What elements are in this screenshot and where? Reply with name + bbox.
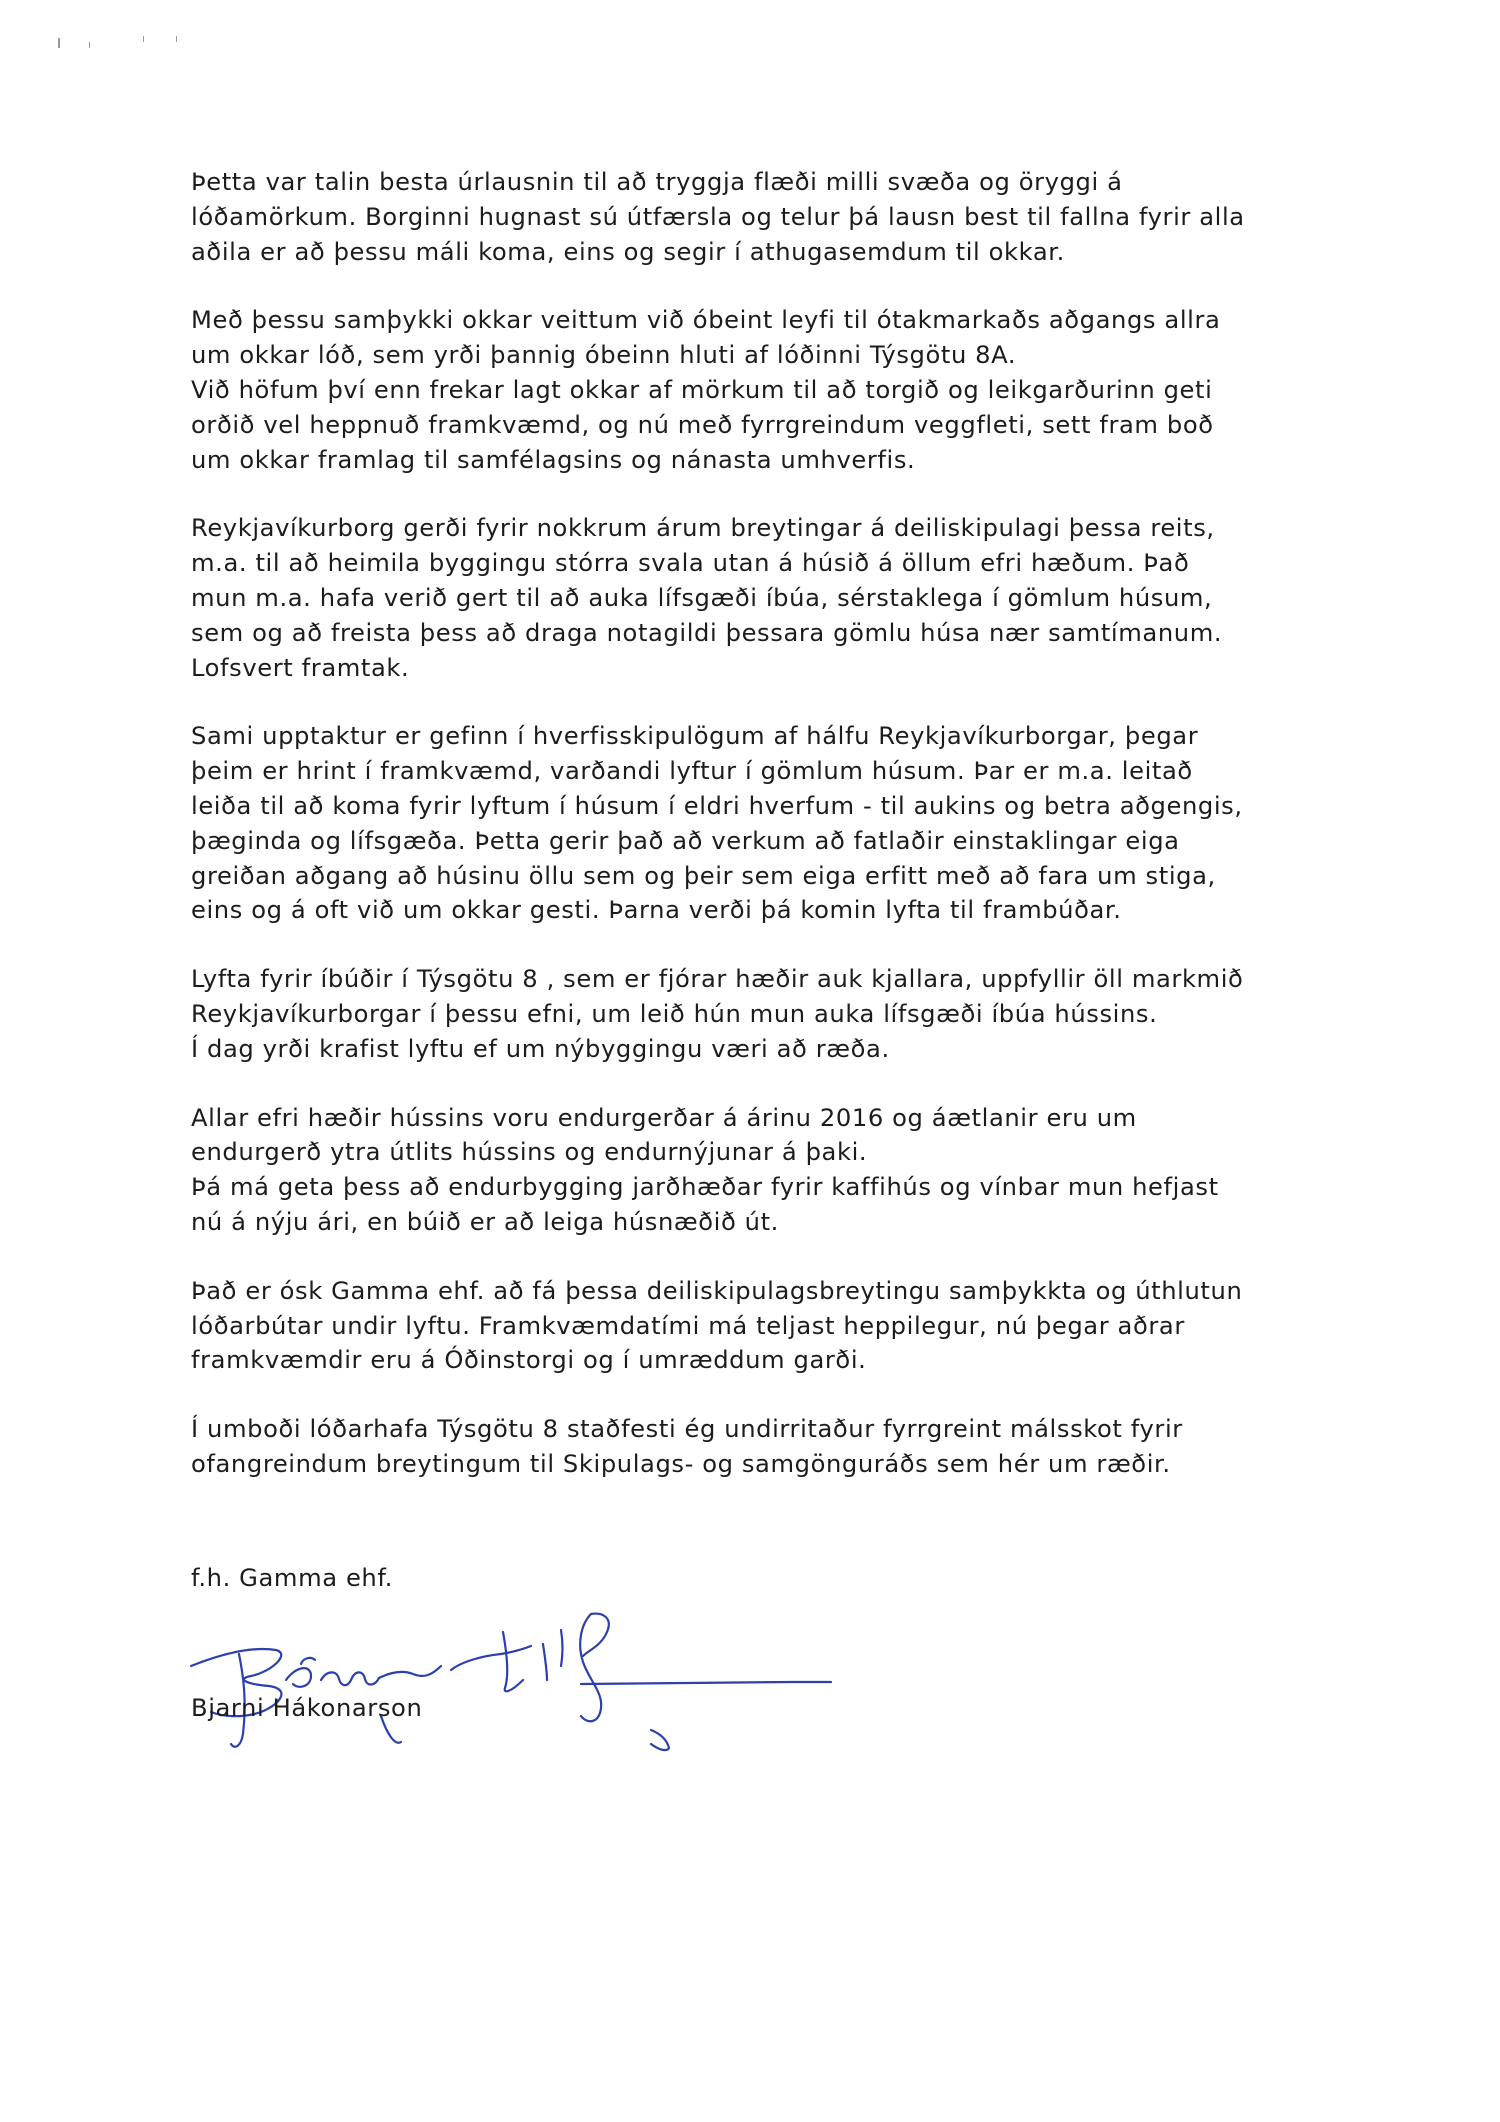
scan-mark: [89, 42, 90, 48]
paragraph: [191, 165, 1339, 269]
paragraph: [191, 511, 1339, 685]
paragraph: [191, 962, 1339, 1066]
text-line: Þetta var talin besta úrlausnin til að tryggja flæði milli svæða og öryggi á: [191, 168, 1123, 196]
text-line: lóðamörkum. Borginni hugnast sú útfærsla og telur þá lausn best til fallna fyrir alla: [191, 202, 1245, 231]
text-line: Allar efri hæðir hússins voru endurgerðar á árinu 2016 og áætlanir eru um: [191, 1103, 1137, 1132]
scan-mark: [143, 36, 144, 42]
text-line: lóðarbútar undir lyftu. Framkvæmdatími má teljast heppilegur, nú þegar aðrar: [191, 1311, 1185, 1340]
text-line: endurgerð ytra útlits hússins og endurnýjunar á þaki.: [191, 1138, 868, 1167]
scan-mark: [176, 36, 177, 42]
signer-name: Bjarni Hákonarson: [191, 1694, 423, 1722]
text-line: aðila er að þessu máli koma, eins og segir í athugasemdum til okkar.: [191, 237, 1065, 266]
text-line: eins og á oft við um okkar gesti. Þarna verði þá komin lyfta til frambúðar.: [191, 896, 1122, 925]
text-line: Reykjavíkurborgar í þessu efni, um leið hún mun auka lífsgæði íbúa hússins.: [191, 999, 1158, 1028]
signature-block: [191, 1564, 891, 1764]
text-line: Þá má geta þess að endurbygging jarðhæðar fyrir kaffihús og vínbar mun hefjast: [191, 1173, 1219, 1202]
text-line: þæginda og lífsgæða. Þetta gerir það að verkum að fatlaðir einstaklingar eiga: [191, 826, 1180, 855]
text-line: orðið vel heppnuð framkvæmd, og nú með fyrrgreindum veggfleti, sett fram boð: [191, 410, 1214, 439]
text-line: Með þessu samþykki okkar veittum við óbeint leyfi til ótakmarkaðs aðgangs allra: [191, 306, 1221, 335]
paragraph: [191, 303, 1339, 477]
signoff-line: f.h. Gamma ehf.: [191, 1564, 394, 1592]
text-line: um okkar framlag til samfélagsins og nánasta umhverfis.: [191, 445, 916, 474]
text-line: m.a. til að heimila byggingu stórra svala utan á húsið á öllum efri hæðum. Það: [191, 549, 1190, 578]
paragraph: [191, 719, 1339, 928]
text-line: þeim er hrint í framkvæmd, varðandi lyftur í gömlum húsum. Þar er m.a. leitað: [191, 757, 1193, 786]
scan-marks: [58, 36, 198, 50]
letter-body: [191, 165, 1339, 1516]
handwritten-signature: [151, 1584, 891, 1754]
text-line: um okkar lóð, sem yrði þannig óbeinn hluti af lóðinni Týsgötu 8A.: [191, 341, 1017, 370]
text-line: Í dag yrði krafist lyftu ef um nýbyggingu væri að ræða.: [191, 1034, 890, 1063]
text-line: sem og að freista þess að draga notagildi þessara gömlu húsa nær samtímanum.: [191, 618, 1223, 647]
scan-mark: [58, 38, 60, 48]
text-line: Í umboði lóðarhafa Týsgötu 8 staðfesti ég undirritaður fyrrgreint málsskot fyrir: [191, 1415, 1183, 1444]
paragraph: [191, 1101, 1339, 1240]
text-line: ofangreindum breytingum til Skipulags- og samgönguráðs sem hér um ræðir.: [191, 1449, 1171, 1478]
text-line: Sami upptaktur er gefinn í hverfisskipulögum af hálfu Reykjavíkurborgar, þegar: [191, 722, 1199, 751]
text-line: framkvæmdir eru á Óðinstorgi og í umræddum garði.: [191, 1346, 867, 1375]
text-line: leiða til að koma fyrir lyftum í húsum í eldri hverfum - til aukins og betra aðgengis,: [191, 791, 1243, 820]
text-line: Reykjavíkurborg gerði fyrir nokkrum árum breytingar á deiliskipulagi þessa reits,: [191, 514, 1215, 543]
text-line: nú á nýju ári, en búið er að leiga húsnæðið út.: [191, 1207, 779, 1236]
text-line: mun m.a. hafa verið gert til að auka lífsgæði íbúa, sérstaklega í gömlum húsum,: [191, 583, 1213, 612]
text-line: Það er ósk Gamma ehf. að fá þessa deiliskipulagsbreytingu samþykkta og úthlutun: [191, 1276, 1243, 1305]
signature-strokes: [191, 1614, 831, 1750]
text-line: Við höfum því enn frekar lagt okkar af mörkum til að torgið og leikgarðurinn geti: [191, 375, 1213, 404]
paragraph: [191, 1412, 1339, 1482]
text-line: greiðan aðgang að húsinu öllu sem og þeir sem eiga erfitt með að fara um stiga,: [191, 861, 1216, 890]
text-line: Lyfta fyrir íbúðir í Týsgötu 8 , sem er fjórar hæðir auk kjallara, uppfyllir öll markmið: [191, 965, 1244, 994]
text-line: Lofsvert framtak.: [191, 653, 410, 682]
paragraph: [191, 1274, 1339, 1378]
